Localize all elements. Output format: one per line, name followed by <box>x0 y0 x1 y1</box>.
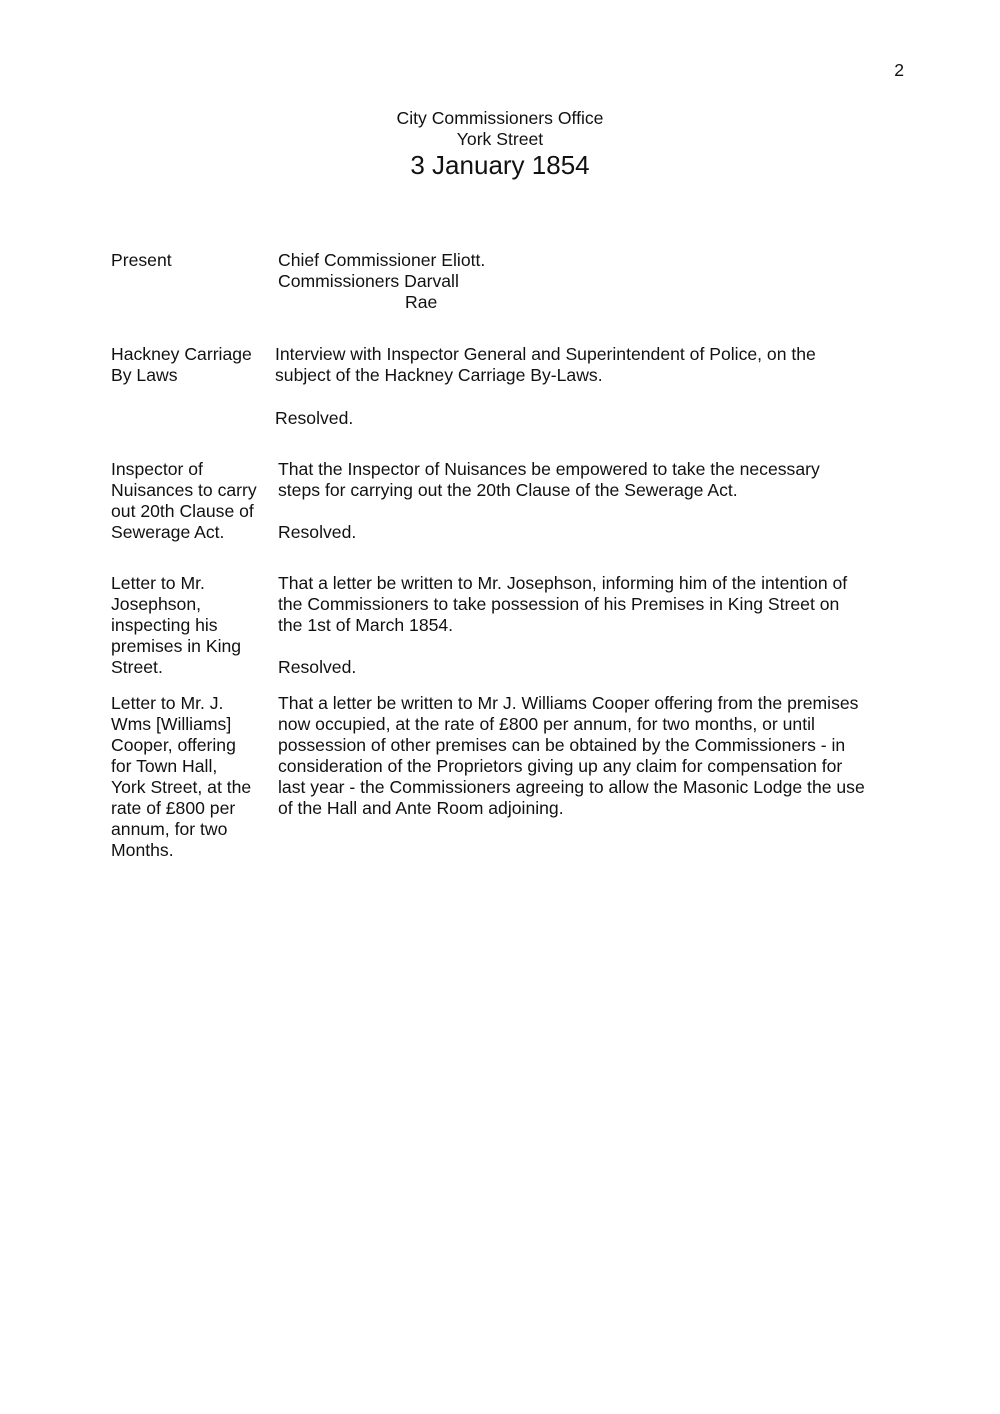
entry-body-line: of the Hall and Ante Room adjoining. <box>278 798 564 818</box>
entry-body-line: possession of other premises can be obtained by the Commissioners - in <box>278 735 846 755</box>
present-line: Commissioners Darvall <box>278 271 459 291</box>
entry-margin-note: Letter to Mr. J. <box>111 693 224 713</box>
entry-body-line: the 1st of March 1854. <box>278 615 454 635</box>
entry-body-line: That the Inspector of Nuisances be empowered to take the necessary <box>278 459 820 479</box>
entry-margin-note: for Town Hall, <box>111 756 218 776</box>
entry-margin-note: Months. <box>111 840 174 860</box>
entry-margin-note: annum, for two <box>111 819 228 839</box>
present-line: Chief Commissioner Eliott. <box>278 250 486 270</box>
entry-body-line: subject of the Hackney Carriage By-Laws. <box>275 365 603 385</box>
entry-margin-note: premises in King <box>111 636 242 656</box>
entry-body-line: That a letter be written to Mr J. Williams Cooper offering from the premises <box>278 693 859 713</box>
entry-margin-note: Nuisances to carry <box>111 480 257 500</box>
entry-margin-note: York Street, at the <box>111 777 252 797</box>
present-label: Present <box>111 250 172 270</box>
entry-margin-note: Letter to Mr. <box>111 573 205 593</box>
entry-resolved: Resolved. <box>278 657 357 677</box>
entry-body-line: now occupied, at the rate of £800 per annum, for two months, or until <box>278 714 815 734</box>
entry-margin-note: inspecting his <box>111 615 218 635</box>
entry-body-line: steps for carrying out the 20th Clause of the Sewerage Act. <box>278 480 738 500</box>
entry-resolved: Resolved. <box>278 522 357 542</box>
entry-margin-note: rate of £800 per <box>111 798 236 818</box>
entry-margin-note: Inspector of <box>111 459 203 479</box>
page-number: 2 <box>894 60 904 80</box>
present-line: Rae <box>405 292 438 312</box>
entry-margin-note: out 20th Clause of <box>111 501 254 521</box>
meeting-date: 3 January 1854 <box>410 150 590 180</box>
entry-body-line: consideration of the Proprietors giving up any claim for compensation for <box>278 756 843 776</box>
office-street: York Street <box>456 129 544 149</box>
entry-body-line: the Commissioners to take possession of his Premises in King Street on <box>278 594 840 614</box>
entry-body-line: Interview with Inspector General and Superintendent of Police, on the <box>275 344 816 364</box>
entry-body-line: That a letter be written to Mr. Josephson, informing him of the intention of <box>278 573 848 593</box>
entry-margin-note: Josephson, <box>111 594 201 614</box>
entry-resolved: Resolved. <box>275 408 354 428</box>
entry-margin-note: By Laws <box>111 365 178 385</box>
entry-margin-note: Hackney Carriage <box>111 344 252 364</box>
entry-margin-note: Street. <box>111 657 163 677</box>
office-name: City Commissioners Office <box>396 108 604 128</box>
entry-body-line: last year - the Commissioners agreeing to allow the Masonic Lodge the use <box>278 777 865 797</box>
entry-margin-note: Sewerage Act. <box>111 522 225 542</box>
entry-margin-note: Wms [Williams] <box>111 714 232 734</box>
entry-margin-note: Cooper, offering <box>111 735 236 755</box>
